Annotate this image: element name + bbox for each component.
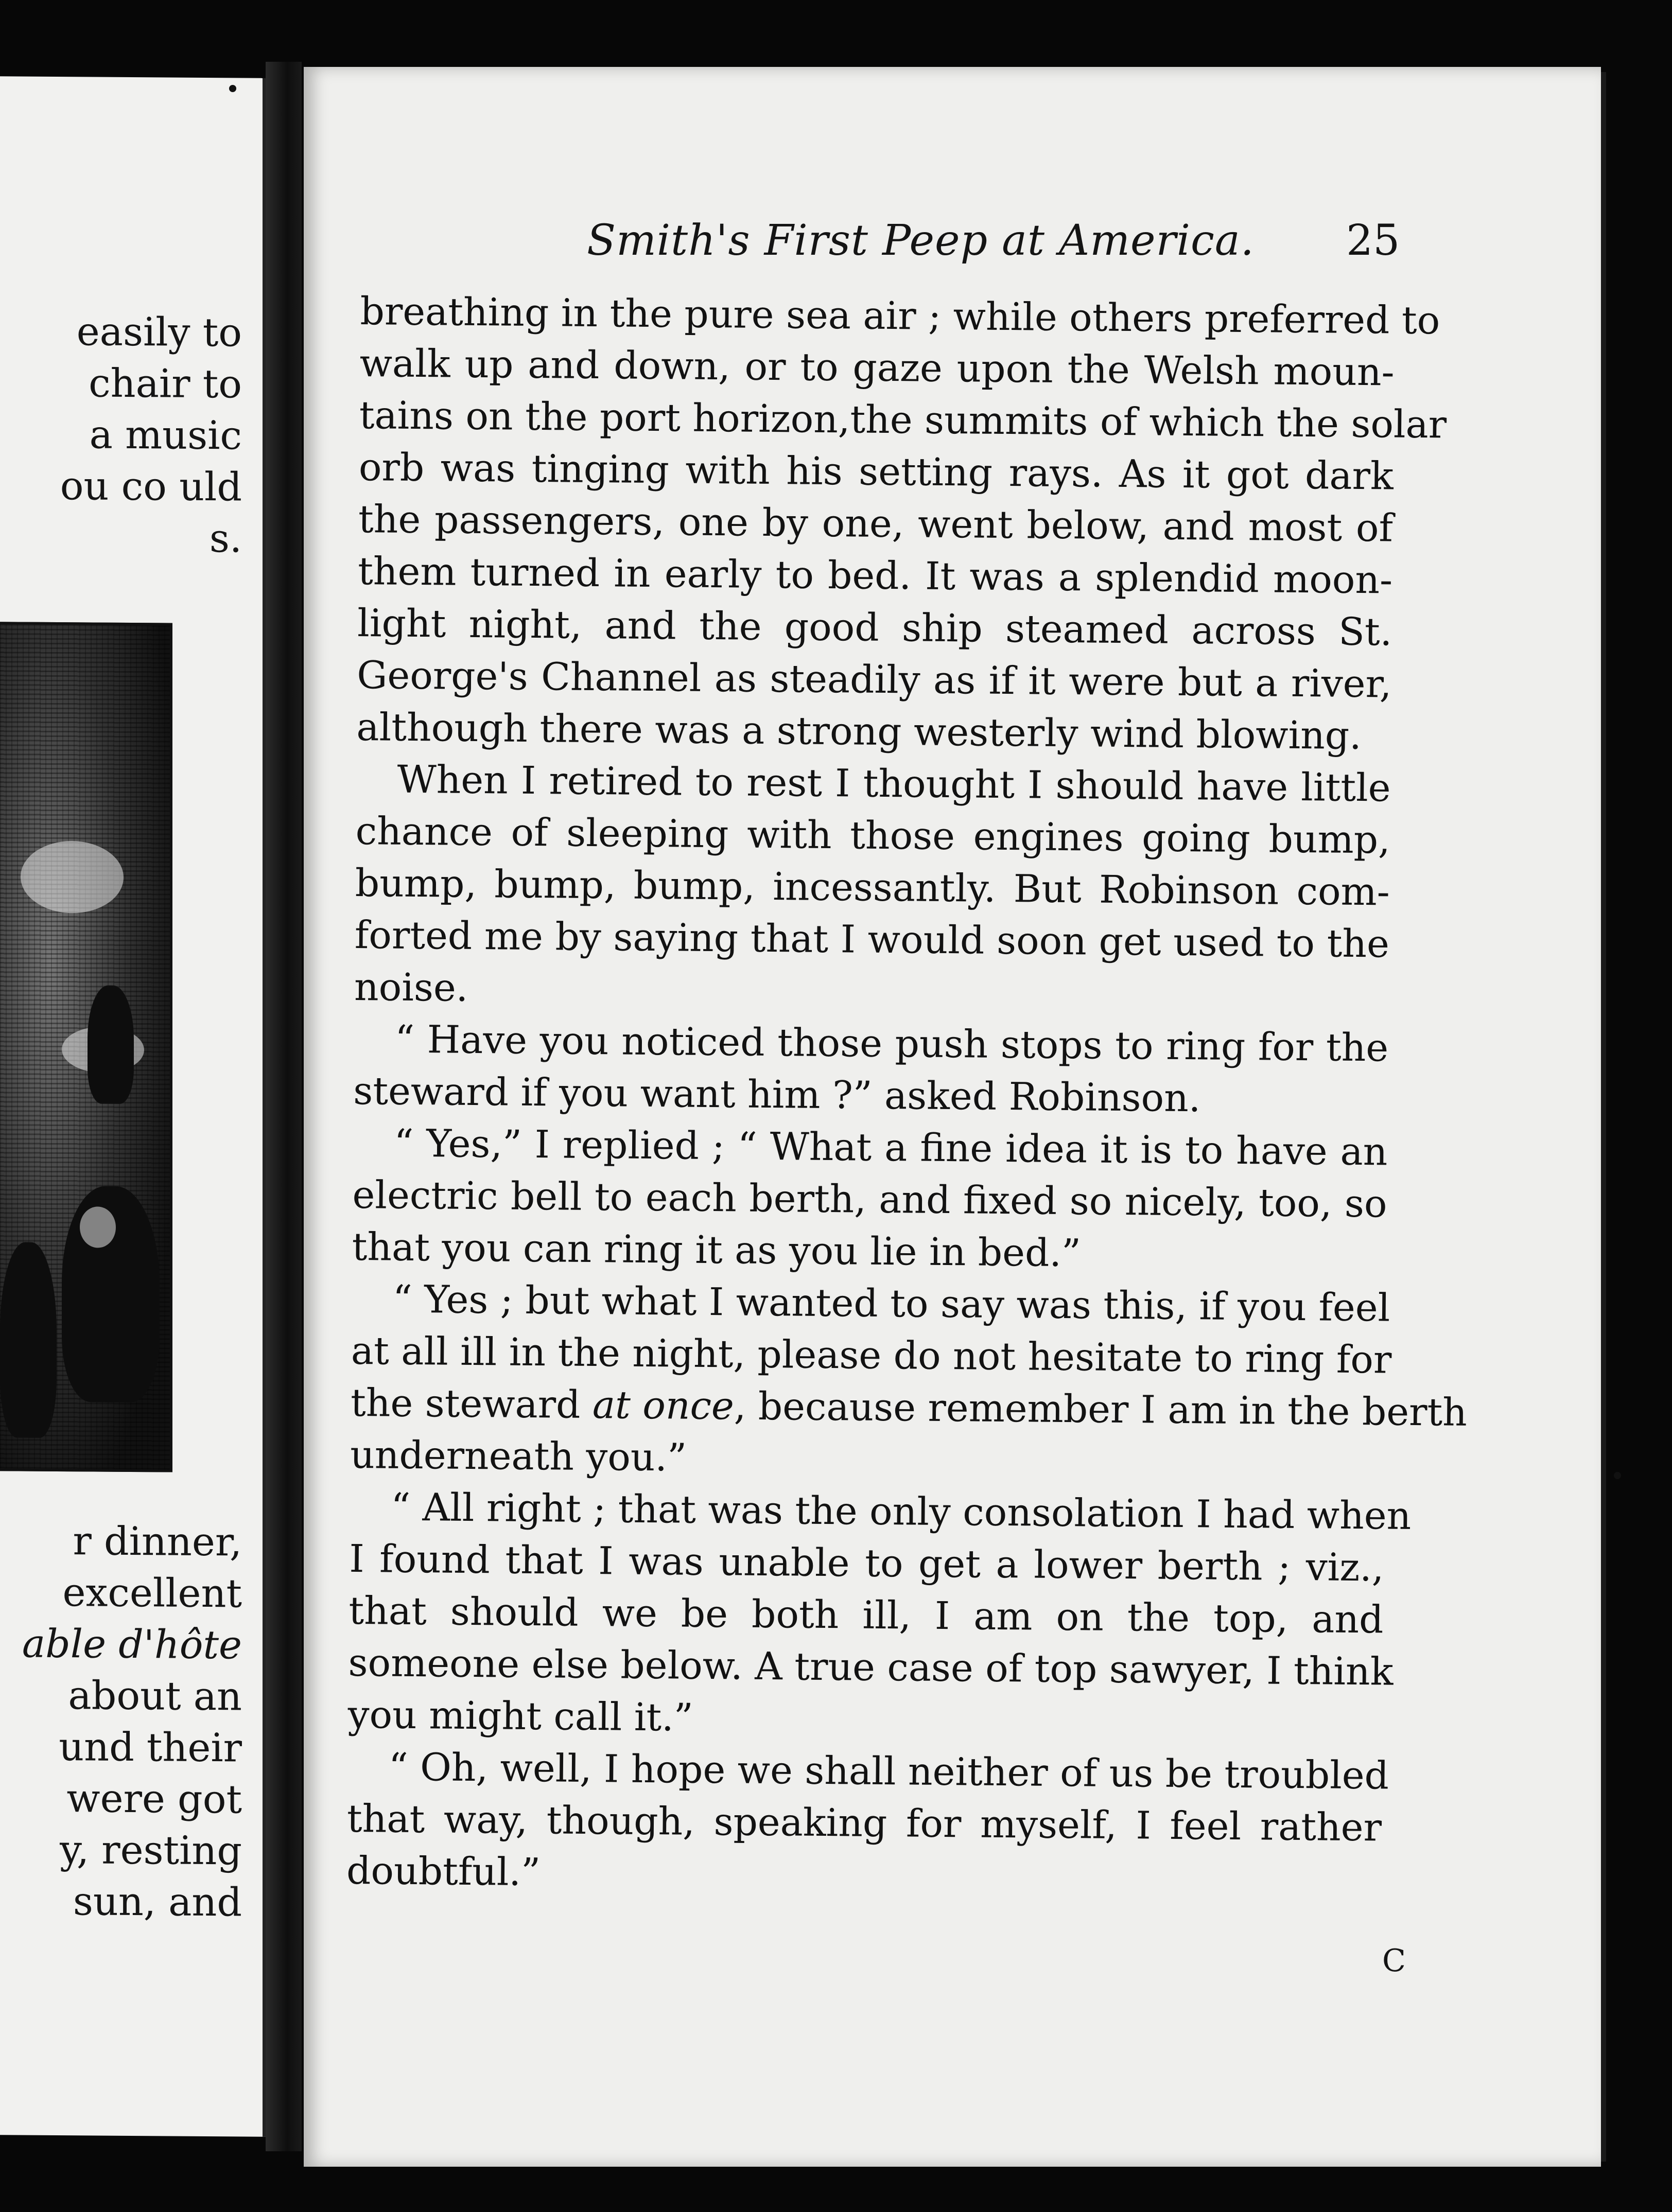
text-line: at all ill in the night, please do not hesitate to ring for: [351, 1328, 1392, 1382]
text-line: the steward at once, because remember I am in the berth: [350, 1380, 1468, 1435]
left-line: able d'hôte: [22, 1620, 242, 1668]
left-line: excellent: [62, 1569, 242, 1617]
page-edge: [1601, 72, 1606, 2162]
page-body: [346, 286, 1468, 1906]
text-line: that should we be both ill, I am on the top, and: [349, 1588, 1384, 1642]
text-line: George's Channel as steadily as if it were but a river,: [357, 653, 1392, 707]
text-line: steward if you want him ?” asked Robinson.: [353, 1068, 1201, 1121]
paragraph: [354, 753, 1391, 1023]
left-line: were got: [66, 1775, 242, 1822]
text-line: orb was tinging with his setting rays. As it got dark: [358, 445, 1394, 499]
paragraph: [356, 286, 1447, 763]
engraving-illustration: [0, 622, 172, 1472]
text-line: forted me by saying that I would soon get used to the: [354, 912, 1390, 967]
left-line: y, resting: [60, 1827, 242, 1874]
text-line: “ Oh, well, I hope we shall neither of us be troubled: [388, 1745, 1389, 1798]
text-line: electric bell to each berth, and fixed so nicely, too, so: [352, 1172, 1387, 1226]
paragraph: [346, 1741, 1389, 1906]
text-line: I found that I was unable to get a lower berth ; viz.,: [349, 1536, 1384, 1590]
emphasis: at once: [592, 1383, 735, 1429]
left-line: a music: [89, 411, 242, 459]
text-line: bump, bump, bump, incessantly. But Robinson com-: [355, 861, 1390, 915]
text-line: breathing in the pure sea air ; while others preferred to: [360, 289, 1440, 343]
book-gutter: [266, 62, 302, 2151]
signature-mark: C: [1382, 1943, 1406, 1979]
text-line: them turned in early to bed. It was a splendid moon-: [357, 549, 1393, 603]
page-number: 25: [1346, 216, 1400, 265]
paragraph: [353, 1013, 1389, 1127]
paragraph: [352, 1117, 1388, 1283]
text-line: “ All right ; that was the only consolation I had when: [390, 1485, 1412, 1538]
book-page: [304, 67, 1601, 2167]
text-line: “ Yes ; but what I wanted to say was this, if you feel: [392, 1277, 1390, 1330]
paragraph: [347, 1481, 1412, 1750]
text-line: that you can ring it as you lie in bed.”: [352, 1224, 1082, 1276]
left-line: chair to: [89, 360, 242, 407]
text-line: that way, though, speaking for myself, I feel rather: [346, 1796, 1382, 1850]
text-line: When I retired to rest I thought I should have little: [397, 757, 1391, 811]
dust-speck: [229, 85, 236, 92]
text-line: walk up and down, or to gaze upon the Welsh moun-: [359, 341, 1395, 395]
text-line: light night, and the good ship steamed across St.: [357, 601, 1392, 655]
left-line: easily to: [76, 308, 242, 356]
text-line: noise.: [354, 964, 468, 1010]
left-line: about an: [68, 1672, 242, 1719]
text-line: “ Have you noticed those push stops to ring for the: [394, 1017, 1389, 1070]
text-line: someone else below. A true case of top sawyer, I think: [348, 1640, 1394, 1694]
left-line: sun, and: [73, 1878, 242, 1925]
left-page-bottom-text: [22, 1515, 242, 1928]
left-line: und their: [59, 1723, 242, 1771]
text-line: “ Yes,” I replied ; “ What a fine idea it is to have an: [394, 1121, 1388, 1174]
left-line: s.: [209, 515, 242, 561]
text-line: underneath you.”: [350, 1432, 687, 1480]
page-header: [304, 216, 1601, 278]
text-line: chance of sleeping with those engines going bump,: [355, 809, 1391, 863]
left-page-top-text: [60, 306, 242, 564]
text-line: although there was a strong westerly wind blowing.: [356, 705, 1362, 759]
text-line: tains on the port horizon,the summits of which the solar: [359, 393, 1447, 447]
text-line: you might call it.”: [347, 1692, 693, 1740]
left-line: r dinner,: [73, 1518, 242, 1565]
paragraph: [350, 1273, 1468, 1490]
left-line: ou co uld: [60, 463, 242, 510]
dust-speck: [1614, 1472, 1621, 1479]
running-title: Smith's First Peep at America.: [587, 216, 1255, 265]
previous-page-fragment: [0, 76, 266, 2137]
text-line: the passengers, one by one, went below, and most of: [358, 497, 1394, 551]
text-line: doubtful.”: [346, 1848, 541, 1895]
